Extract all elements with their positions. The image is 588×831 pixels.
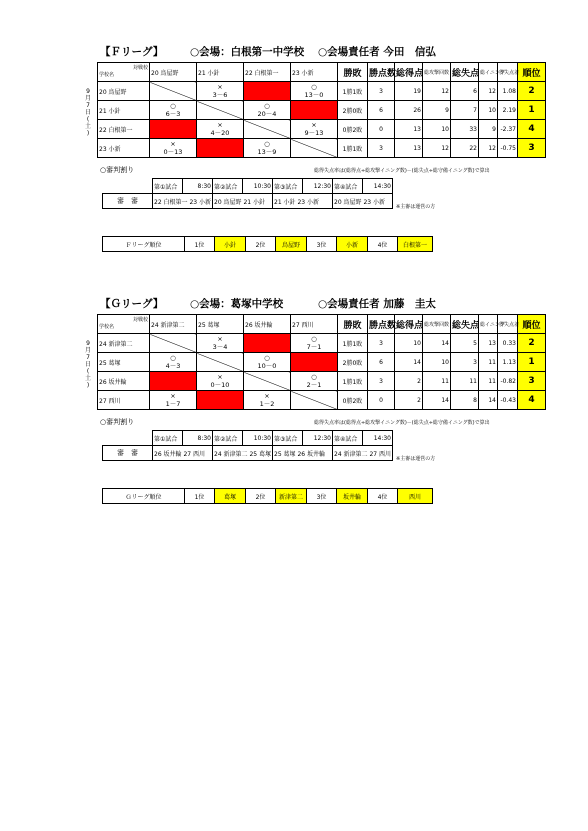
stat: 10 (479, 101, 498, 120)
self-match-cell (291, 391, 338, 410)
stat: 12 (423, 139, 451, 158)
rank-cell: 4 (518, 391, 546, 410)
referee-note: ※主審は運営の方 (396, 204, 436, 210)
stat: 1.13 (498, 353, 518, 372)
rank-position: 2位 (246, 489, 276, 504)
stat: 0 (368, 391, 395, 410)
referee-label: ○審判割り (100, 166, 135, 174)
stat: 26 (395, 101, 423, 120)
row-team: 25 葛塚 (98, 353, 150, 372)
corner-cell (98, 315, 150, 334)
row-team: 20 鳥屋野 (98, 82, 150, 101)
match-result: × 4－20 (197, 120, 244, 139)
stat: 11 (479, 372, 498, 391)
stat: 5 (451, 334, 479, 353)
referee-schedule (102, 430, 393, 461)
stat-header: 総失点 (451, 63, 479, 82)
stat: 10 (423, 353, 451, 372)
league-table (97, 314, 546, 410)
venue-manager: ○会場責任者 今田 信弘 (318, 46, 436, 58)
rank-cell: 3 (518, 139, 546, 158)
rank-team: 小針 (215, 237, 246, 252)
rank-cell: 2 (518, 334, 546, 353)
formula-note: 総得失点率は(総得点÷総攻撃イニング数)－(総失点÷総守備イニング数)で算出 (314, 420, 490, 426)
stat-header: 総得点 (395, 63, 423, 82)
rank-cell: 2 (518, 82, 546, 101)
stat: 2.19 (498, 101, 518, 120)
referee-row-label: 審 審 (103, 446, 153, 461)
stat: 1勝1敗 (338, 372, 368, 391)
row-team: 24 新津第二 (98, 334, 150, 353)
stat-header: 得失点差 (498, 315, 518, 334)
stat-header: 総攻撃回数 (423, 315, 451, 334)
stat-header: 順位 (518, 63, 546, 82)
stat-header: 総攻撃回数 (423, 63, 451, 82)
game-label: 第①試合 (153, 179, 183, 194)
self-match-cell (197, 353, 244, 372)
col-header: 22 白根第一 (244, 63, 291, 82)
referee-assignment: 21 小針 23 小新 (273, 194, 333, 209)
col-header: 26 坂井輪 (244, 315, 291, 334)
corner-top-label: 対戦校 (132, 317, 148, 323)
match-result: × 0－10 (197, 372, 244, 391)
match-result: × 3－4 (197, 334, 244, 353)
row-team: 21 小針 (98, 101, 150, 120)
stat: 9 (423, 101, 451, 120)
stat: 14 (423, 391, 451, 410)
stat: 1勝1敗 (338, 139, 368, 158)
stat: 3 (368, 372, 395, 391)
game-time: 12:30 (303, 179, 333, 194)
stat: 0勝2敗 (338, 120, 368, 139)
stat: 12 (479, 82, 498, 101)
match-result-blank (291, 353, 338, 372)
match-result-blank (197, 391, 244, 410)
stat: -0.82 (498, 372, 518, 391)
stat: -0.43 (498, 391, 518, 410)
stat: 7 (451, 101, 479, 120)
self-match-cell (150, 334, 197, 353)
referee-assignment: 20 鳥屋野 23 小新 (333, 194, 393, 209)
league-title: 【Ｆリーグ】 (100, 46, 164, 58)
league-ranking (102, 488, 433, 504)
referee-assignment: 26 坂井輪 27 西川 (153, 446, 213, 461)
blank (103, 431, 153, 446)
blank (103, 179, 153, 194)
league-title: 【Ｇリーグ】 (100, 298, 164, 310)
stat: 1勝1敗 (338, 334, 368, 353)
stat: 0 (368, 120, 395, 139)
stat: 0.33 (498, 334, 518, 353)
self-match-cell (291, 139, 338, 158)
game-time: 14:30 (363, 179, 393, 194)
game-label: 第②試合 (213, 431, 243, 446)
league-table (97, 62, 546, 158)
match-result: ○ 6－3 (150, 101, 197, 120)
referee-label: ○審判割り (100, 418, 135, 426)
stat: 14 (395, 353, 423, 372)
stat: 11 (451, 372, 479, 391)
row-team: 23 小新 (98, 139, 150, 158)
referee-assignment: 24 新津第二 25 葛塚 (213, 446, 273, 461)
stat: 3 (368, 139, 395, 158)
stat: 2勝0敗 (338, 101, 368, 120)
corner-bottom-label: 学校名 (99, 72, 115, 78)
match-result: × 3－6 (197, 82, 244, 101)
row-team: 27 西川 (98, 391, 150, 410)
game-time: 10:30 (243, 431, 273, 446)
referee-assignment: 22 白根第一 23 小新 (153, 194, 213, 209)
venue: ○会場：白根第一中学校 (190, 46, 305, 58)
side-date: 9 月 7 日 ( 土 ) (84, 88, 91, 137)
stat-header: 得失点差 (498, 63, 518, 82)
corner-cell (98, 63, 150, 82)
ranking-label: Ｇリーグ順位 (103, 489, 185, 504)
match-result: ○ 13－0 (291, 82, 338, 101)
stat: 14 (479, 391, 498, 410)
stat: 3 (368, 334, 395, 353)
stat: 3 (368, 82, 395, 101)
match-result: × 9－13 (291, 120, 338, 139)
match-result: ○ 4－3 (150, 353, 197, 372)
game-label: 第②試合 (213, 179, 243, 194)
corner-bottom-label: 学校名 (99, 324, 115, 330)
self-match-cell (244, 120, 291, 139)
stat: 1.08 (498, 82, 518, 101)
stat-header: 勝点数 (368, 63, 395, 82)
self-match-cell (197, 101, 244, 120)
stat: 1勝1敗 (338, 82, 368, 101)
rank-team: 小新 (337, 237, 368, 252)
game-time: 12:30 (303, 431, 333, 446)
self-match-cell (150, 82, 197, 101)
referee-row-label: 審 審 (103, 194, 153, 209)
rank-position: 3位 (307, 237, 337, 252)
stat-header: 勝敗 (338, 63, 368, 82)
stat: 0勝2敗 (338, 391, 368, 410)
stat: 11 (423, 372, 451, 391)
rank-position: 3位 (307, 489, 337, 504)
stat: 10 (395, 334, 423, 353)
game-label: 第①試合 (153, 431, 183, 446)
stat: 33 (451, 120, 479, 139)
stat: 3 (451, 353, 479, 372)
stat: 10 (423, 120, 451, 139)
stat: 22 (451, 139, 479, 158)
match-result-blank (244, 334, 291, 353)
stat: -0.75 (498, 139, 518, 158)
stat: 13 (395, 139, 423, 158)
stat: 2勝0敗 (338, 353, 368, 372)
venue-manager: ○会場責任者 加藤 圭太 (318, 298, 436, 310)
stat-header: 勝敗 (338, 315, 368, 334)
stat: 6 (451, 82, 479, 101)
col-header: 25 葛塚 (197, 315, 244, 334)
match-result: × 0－13 (150, 139, 197, 158)
row-team: 22 白根第一 (98, 120, 150, 139)
match-result: ○ 7－1 (291, 334, 338, 353)
match-result-blank (150, 120, 197, 139)
league-ranking (102, 236, 433, 252)
col-header: 23 小新 (291, 63, 338, 82)
game-time: 10:30 (243, 179, 273, 194)
row-team: 26 坂井輪 (98, 372, 150, 391)
rank-position: 1位 (185, 489, 215, 504)
stat: 8 (451, 391, 479, 410)
stat: 14 (423, 334, 451, 353)
match-result: × 1－2 (244, 391, 291, 410)
rank-position: 1位 (185, 237, 215, 252)
formula-note: 総得失点率は(総得点÷総攻撃イニング数)－(総失点÷総守備イニング数)で算出 (314, 168, 490, 174)
stat-header: 総イニング (479, 315, 498, 334)
stat: 6 (368, 101, 395, 120)
stat: 2 (395, 372, 423, 391)
stat-header: 総失点 (451, 315, 479, 334)
rank-cell: 3 (518, 372, 546, 391)
rank-team: 葛塚 (215, 489, 246, 504)
col-header: 20 鳥屋野 (150, 63, 197, 82)
match-result-blank (150, 372, 197, 391)
rank-cell: 4 (518, 120, 546, 139)
stat-header: 総イニング (479, 63, 498, 82)
stat: 6 (368, 353, 395, 372)
rank-cell: 1 (518, 101, 546, 120)
col-header: 21 小針 (197, 63, 244, 82)
referee-assignment: 25 葛塚 26 坂井輪 (273, 446, 333, 461)
self-match-cell (244, 372, 291, 391)
game-time: 8:30 (183, 179, 213, 194)
rank-team: 西川 (398, 489, 433, 504)
venue: ○会場：葛塚中学校 (190, 298, 284, 310)
rank-cell: 1 (518, 353, 546, 372)
stat: 2 (395, 391, 423, 410)
rank-position: 2位 (246, 237, 276, 252)
corner-top-label: 対戦校 (132, 65, 148, 71)
game-label: 第④試合 (333, 179, 363, 194)
col-header: 24 新津第二 (150, 315, 197, 334)
match-result-blank (197, 139, 244, 158)
col-header: 27 西川 (291, 315, 338, 334)
stat: 12 (423, 82, 451, 101)
game-time: 8:30 (183, 431, 213, 446)
stat: 9 (479, 120, 498, 139)
rank-team: 鳥屋野 (276, 237, 307, 252)
stat-header: 総得点 (395, 315, 423, 334)
ranking-label: Ｆリーグ順位 (103, 237, 185, 252)
game-label: 第④試合 (333, 431, 363, 446)
match-result-blank (291, 101, 338, 120)
match-result: ○ 10－0 (244, 353, 291, 372)
stat-header: 順位 (518, 315, 546, 334)
rank-position: 4位 (368, 237, 398, 252)
match-result: × 1－7 (150, 391, 197, 410)
rank-team: 白根第一 (398, 237, 433, 252)
match-result: ○ 20－4 (244, 101, 291, 120)
stat-header: 勝点数 (368, 315, 395, 334)
match-result-blank (244, 82, 291, 101)
match-result: ○ 2－1 (291, 372, 338, 391)
stat: 13 (395, 120, 423, 139)
stat: 12 (479, 139, 498, 158)
stat: 19 (395, 82, 423, 101)
referee-assignment: 20 鳥屋野 21 小針 (213, 194, 273, 209)
side-date: 9 月 7 日 ( 土 ) (84, 340, 91, 389)
referee-schedule (102, 178, 393, 209)
game-label: 第③試合 (273, 179, 303, 194)
referee-assignment: 24 新津第二 27 西川 (333, 446, 393, 461)
game-label: 第③試合 (273, 431, 303, 446)
rank-team: 新津第二 (276, 489, 307, 504)
rank-team: 坂井輪 (337, 489, 368, 504)
match-result: ○ 13－9 (244, 139, 291, 158)
rank-position: 4位 (368, 489, 398, 504)
stat: 11 (479, 353, 498, 372)
referee-note: ※主審は運営の方 (396, 456, 436, 462)
game-time: 14:30 (363, 431, 393, 446)
stat: 13 (479, 334, 498, 353)
stat: -2.37 (498, 120, 518, 139)
